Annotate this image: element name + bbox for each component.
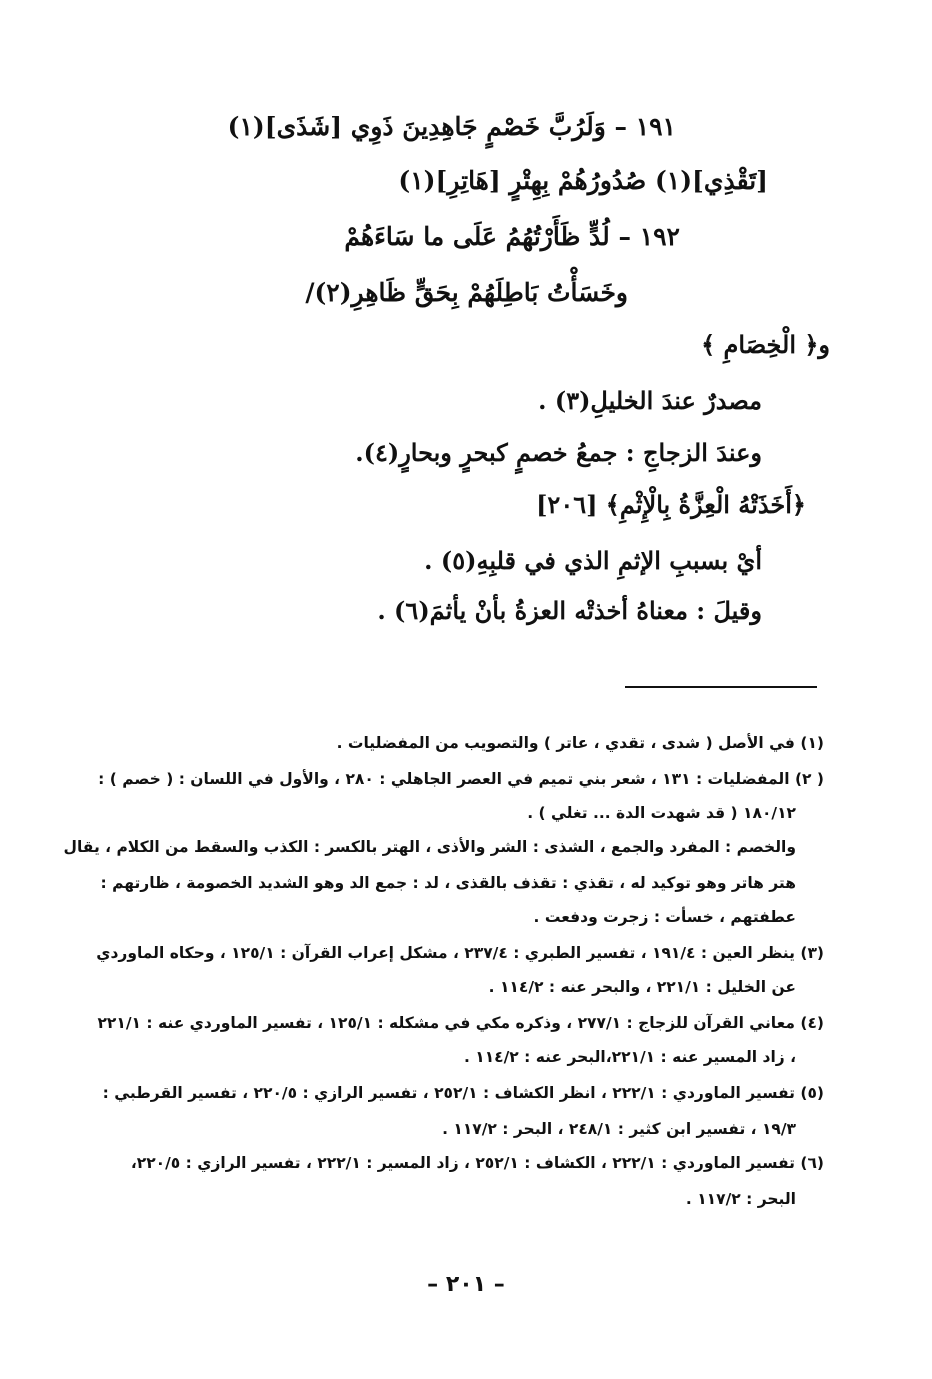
footnote-line: البحر : ١١٧/٢ . (685, 1190, 796, 1208)
footnote-line: ( ٢) المفضليات : ١٣١ ، شعر بني تميم في العصر الجاهلي : ٢٨٠ ، والأول في اللسان : ( خصم ) : (98, 770, 824, 788)
body-line-5: وقيلَ : معناهُ أخذتْه العزةُ بأنْ يأثمَ(٦) . (377, 596, 762, 625)
footnote-line: عطفتهم ، خسأت : زجرت ودفعت . (533, 908, 796, 926)
body-line-4: أيْ بسببِ الإثمِ الذي في قلبِهِ(٥) . (424, 546, 762, 575)
footnote-line: (٥) تفسير الماوردي : ٢٢٢/١ ، انظر الكشاف : ٢٥٢/١ ، تفسير الرازي : ٢٢٠/٥ ، تفسير القرطبي : (102, 1084, 824, 1102)
footnote-divider (625, 686, 817, 688)
verse-line-1: ١٩١ – وَلَرُبَّ خَصْمٍ جَاهِدِينَ ذَوِي [شَذَى](١) (227, 112, 676, 141)
section-heading: و﴿ الْخِصَامِ ﴾ (701, 330, 830, 359)
body-line-2: وعندَ الزجاجِ : جمعُ خصمٍ كبحرٍ وبحارٍ(٤). (355, 438, 762, 467)
footnote-line: (١) في الأصل ( شدى ، تقدي ، عاتر ) والتصويب من المفضليات . (336, 734, 824, 752)
footnote-line: هتر هاتر وهو توكيد له ، تقذي : تقذف بالقذى ، لد : جمع الد وهو الشديد الخصومة ، ظارتهم : (100, 874, 796, 892)
footnote-line: ، زاد المسير عنه : ٢٢١/١،البحر عنه : ١١٤/٢ . (463, 1048, 796, 1066)
footnote-line: ١٨٠/١٢ ( قد شهدت الدة ... تغلي ) . (527, 804, 796, 822)
footnote-line: ١٩/٣ ، تفسير ابن كثير : ٢٤٨/١ ، البحر : ١١٧/٢ . (442, 1120, 796, 1138)
footnote-line: (٦) تفسير الماوردي : ٢٢٢/١ ، الكشاف : ٢٥٢/١ ، زاد المسير : ٢٢٢/١ ، تفسير الرازي : ٢٢٠/٥، (130, 1154, 824, 1172)
footnote-line: عن الخليل : ٢٢١/١ ، والبحر عنه : ١١٤/٢ . (488, 978, 796, 996)
quran-verse-line: ﴿أَخَذَتْهُ الْعِزَّةُ بِالْإِثْمِ﴾ [٢٠٦] (536, 490, 806, 519)
page-number: – ٢٠١ – (427, 1272, 505, 1297)
footnote-line: (٤) معاني القرآن للزجاج : ٢٧٧/١ ، وذكره مكي في مشكله : ١٢٥/١ ، تفسير الماوردي عنه : ٢٢١/١ (97, 1014, 824, 1032)
footnote-line: والخصم : المفرد والجمع ، الشذى : الشر والأذى ، الهتر بالكسر : الكذب والسقط من الكلام ، يقال (63, 838, 796, 856)
verse-line-4: وخَسَأْتُ بَاطِلَهُمْ بِحَقٍّ ظَاهِرِ(٢)/ (305, 278, 628, 307)
verse-line-3: ١٩٢ – لُدٍّ ظَأَرْتُهُمُ عَلَى ما سَاءَهُمْ (344, 222, 680, 251)
verse-line-2: [تَقْذِي](١) صُدُورُهُمْ بِهِتْرٍ [هَاتِرِ](١) (398, 166, 768, 195)
footnote-line: (٣) ينظر العين : ١٩١/٤ ، تفسير الطبري : ٢٣٧/٤ ، مشكل إعراب القرآن : ١٢٥/١ ، وحكاه الماوردي (96, 944, 824, 962)
body-line-1: مصدرٌ عندَ الخليلِ(٣) . (538, 386, 762, 415)
